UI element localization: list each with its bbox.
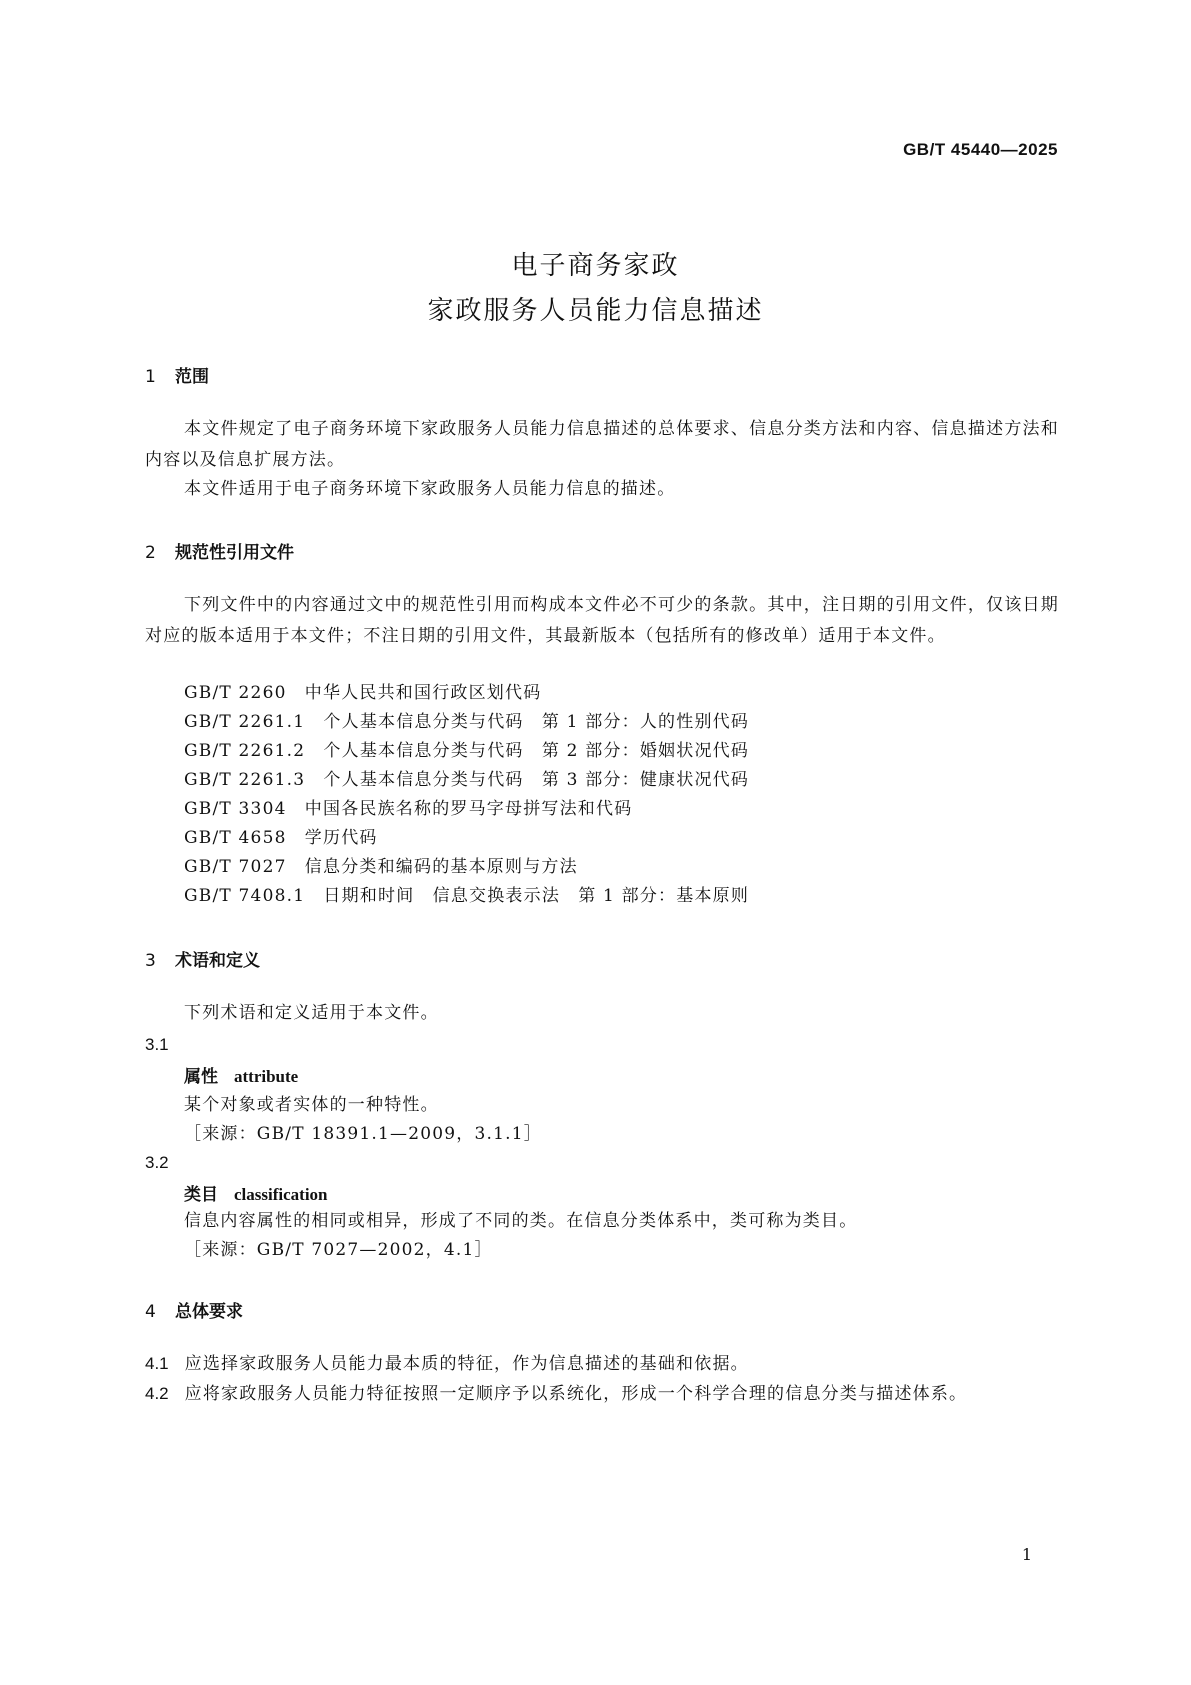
reference-item: GB/T 3304 中国各民族名称的罗马字母拼写法和代码	[184, 799, 633, 819]
section-3-heading	[145, 946, 260, 971]
page-number: 1	[1021, 1545, 1032, 1564]
reference-item: GB/T 7408.1 日期和时间 信息交换表示法 第 1 部分：基本原则	[184, 886, 750, 906]
reference-item: GB/T 2261.2 个人基本信息分类与代码 第 2 部分：婚姻状况代码	[184, 741, 750, 761]
term-zh: 属性	[184, 1067, 218, 1087]
reference-item: GB/T 7027 信息分类和编码的基本原则与方法	[184, 857, 578, 877]
references-intro: 下列文件中的内容通过文中的规范性引用而构成本文件必不可少的条款。其中，注日期的引用文件，仅该日期对应的版本适用于本文件；不注日期的引用文件，其最新版本（包括所有的修改单）适用于本文件。	[145, 595, 1059, 646]
section-number: 2	[145, 543, 156, 563]
document-title-line2: 家政服务人员能力信息描述	[427, 296, 764, 326]
term-zh: 类目	[184, 1185, 218, 1205]
term-en: attribute	[234, 1067, 299, 1086]
section-title: 规范性引用文件	[175, 543, 294, 563]
section-title: 术语和定义	[175, 951, 260, 971]
section-1-heading	[145, 362, 209, 387]
term-entry	[184, 1180, 328, 1205]
requirement-number: 4.2	[145, 1384, 169, 1403]
term-source: ［来源：GB/T 18391.1—2009，3.1.1］	[184, 1124, 542, 1144]
section-2-heading	[145, 538, 294, 563]
reference-item: GB/T 2261.1 个人基本信息分类与代码 第 1 部分：人的性别代码	[184, 712, 750, 732]
scope-paragraph-1: 本文件规定了电子商务环境下家政服务人员能力信息描述的总体要求、信息分类方法和内容、信息描述方法和内容以及信息扩展方法。	[145, 419, 1059, 470]
requirement-item	[145, 1378, 1059, 1410]
section-title: 总体要求	[175, 1302, 243, 1322]
reference-item: GB/T 4658 学历代码	[184, 828, 378, 848]
term-number: 3.2	[145, 1153, 169, 1172]
section-number: 3	[145, 951, 156, 971]
requirement-item	[145, 1348, 1059, 1380]
term-en: classification	[234, 1185, 328, 1204]
requirement-text: 应将家政服务人员能力特征按照一定顺序予以系统化，形成一个科学合理的信息分类与描述体系。	[184, 1384, 968, 1404]
reference-item: GB/T 2260 中华人民共和国行政区划代码	[184, 683, 542, 703]
section-4-heading	[145, 1297, 243, 1322]
section-title: 范围	[175, 367, 209, 387]
terms-intro: 下列术语和定义适用于本文件。	[184, 1003, 439, 1023]
reference-item: GB/T 2261.3 个人基本信息分类与代码 第 3 部分：健康状况代码	[184, 770, 750, 790]
requirement-text: 应选择家政服务人员能力最本质的特征，作为信息描述的基础和依据。	[184, 1354, 749, 1374]
scope-paragraph-2: 本文件适用于电子商务环境下家政服务人员能力信息的描述。	[184, 479, 676, 499]
section-number: 4	[145, 1302, 156, 1322]
standard-number: GB/T 45440—2025	[903, 140, 1058, 159]
term-definition: 某个对象或者实体的一种特性。	[184, 1095, 439, 1115]
term-source: ［来源：GB/T 7027—2002，4.1］	[184, 1240, 493, 1260]
term-entry	[184, 1062, 298, 1087]
section-number: 1	[145, 367, 156, 387]
requirement-number: 4.1	[145, 1354, 169, 1373]
term-definition: 信息内容属性的相同或相异，形成了不同的类。在信息分类体系中，类可称为类目。	[184, 1211, 858, 1231]
term-number: 3.1	[145, 1035, 169, 1054]
document-title-line1: 电子商务家政	[511, 251, 680, 281]
